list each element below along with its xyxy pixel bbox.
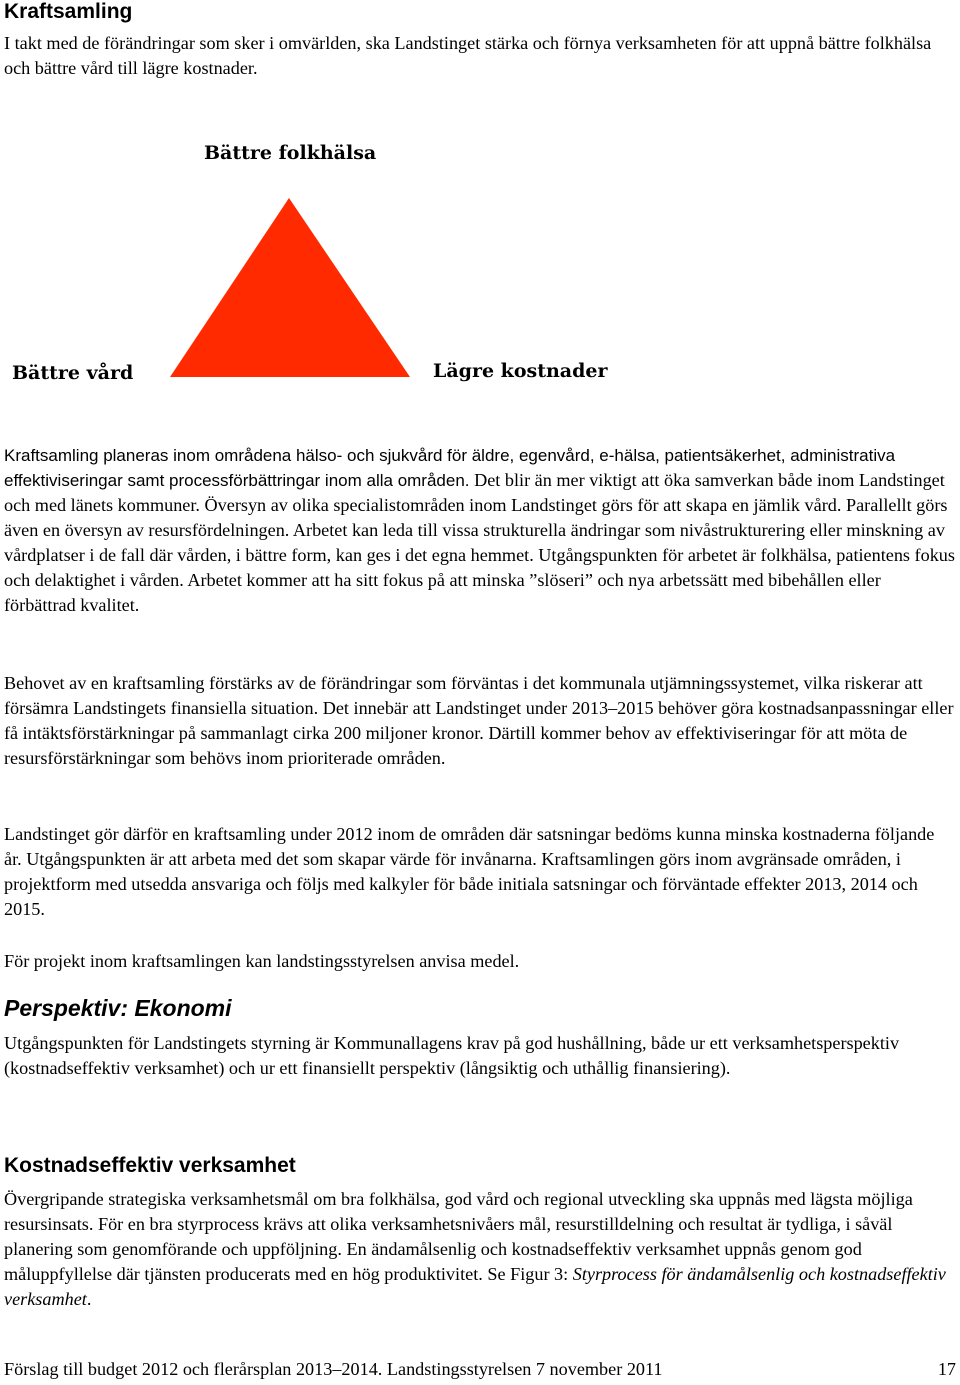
paragraph-landstinget: Landstinget gör därför en kraftsamling under 2012 inom de områden där satsningar bedöms kunna minska kostnaderna följande år. Utgångspunkten är att arbeta med det som skapar värde för invånarna. Kraftsamlingen görs inom avgränsade områden, i projektform med utsedda ansvariga och följs med kalkyler för både initiala satsningar och förväntade effekter 2013, 2014 och 2015. <box>4 824 935 919</box>
paragraph-behovet: Behovet av en kraftsamling förstärks av de förändringar som förväntas i det kommunala utjämningssystemet, vilka riskerar att försämra Landstingets finansiella situation. Det innebär att Landstinget under 2013–2015 behöver göra kostnadsanpassningar eller få intäktsförstärkningar på sammanlagt cirka 200 miljoner kronor. Därtill kommer behov av effektiviseringar för att möta de resursförstärkningar som behövs inom prioriterade områden. <box>4 673 954 768</box>
figure-reference: Styrprocess för ändamålsenlig och kostnadseffektiv verksamhet <box>4 1264 946 1309</box>
pyramid-figure <box>0 100 620 400</box>
paragraph-projekt: För projekt inom kraftsamlingen kan landstingsstyrelsen anvisa medel. <box>4 951 520 971</box>
triangle-graphic <box>0 100 620 400</box>
figure-label-right: Lägre kostnader <box>433 360 608 382</box>
paragraph-sans-part: Kraftsamling planeras inom områdena hälso- och sjukvård för äldre, egenvård, e-hälsa, patientsäkerhet, administrativa effektiviseringar samt processförbättringar inom alla områden. <box>4 446 896 490</box>
intro-paragraph: I takt med de förändringar som sker i omvärlden, ska Landstinget stärka och förnya verksamheten för att uppnå bättre folkhälsa och bättre vård till lägre kostnader. <box>4 33 932 78</box>
section-heading-kraftsamling: Kraftsamling <box>4 0 133 23</box>
paragraph-kraftsamling-areas <box>4 443 956 618</box>
figure-label-left: Bättre vård <box>12 362 134 384</box>
paragraph-main-text: Övergripande strategiska verksamhetsmål om bra folkhälsa, god vård och regional utveckling ska uppnås med lägsta möjliga resursinsats. För en bra styrprocess krävs att olika verksamhetsnivåers mål, resurstilldelning och resultat är tydliga, i såväl planering som genomförande och uppföljning. En ändamålsenlig och kostnadseffektiv verksamhet uppnås genom god måluppfyllelse där tjänsten producerats med en hög produktivitet. Se Figur 3: <box>4 1189 913 1284</box>
section-heading-kostnadseffektiv: Kostnadseffektiv verksamhet <box>4 1154 296 1177</box>
page-number: 17 <box>937 1359 956 1379</box>
red-triangle <box>170 198 410 377</box>
page-footer <box>4 1357 956 1382</box>
figure-label-top: Bättre folkhälsa <box>204 142 377 164</box>
paragraph-kostnadseffektiv <box>4 1187 956 1312</box>
paragraph-serif-part: Det blir än mer viktigt att öka samverkan både inom Landstinget och med länets kommuner. Översyn av olika specialistområden inom Landstinget görs för att skapa en jämlik vård. Parallellt görs även en översyn av resursfördelningen. Arbetet kan leda till vissa strukturella ändringar som nivåstrukturering eller minskning av vårdplatser i de fall där vården, i bättre form, kan ges i det egna hemmet. Utgångspunkten för arbetet är folkhälsa, patientens fokus och delaktighet i vården. Arbetet kommer att ha sitt fokus på att minska ”slöseri” och nya arbetssätt med bibehållen eller förbättrad kvalitet. <box>4 470 955 615</box>
paragraph-end: . <box>86 1289 92 1309</box>
section-heading-perspektiv: Perspektiv: Ekonomi <box>4 995 232 1021</box>
footer-text: Förslag till budget 2012 och flerårsplan 2013–2014. Landstingsstyrelsen 7 november 2011 <box>4 1359 663 1379</box>
paragraph-perspektiv: Utgångspunkten för Landstingets styrning är Kommunallagens krav på god hushållning, både ur ett verksamhetsperspektiv (kostnadseffektiv verksamhet) och ur ett finansiellt perspektiv (långsiktig och uthållig finansiering). <box>4 1033 900 1078</box>
